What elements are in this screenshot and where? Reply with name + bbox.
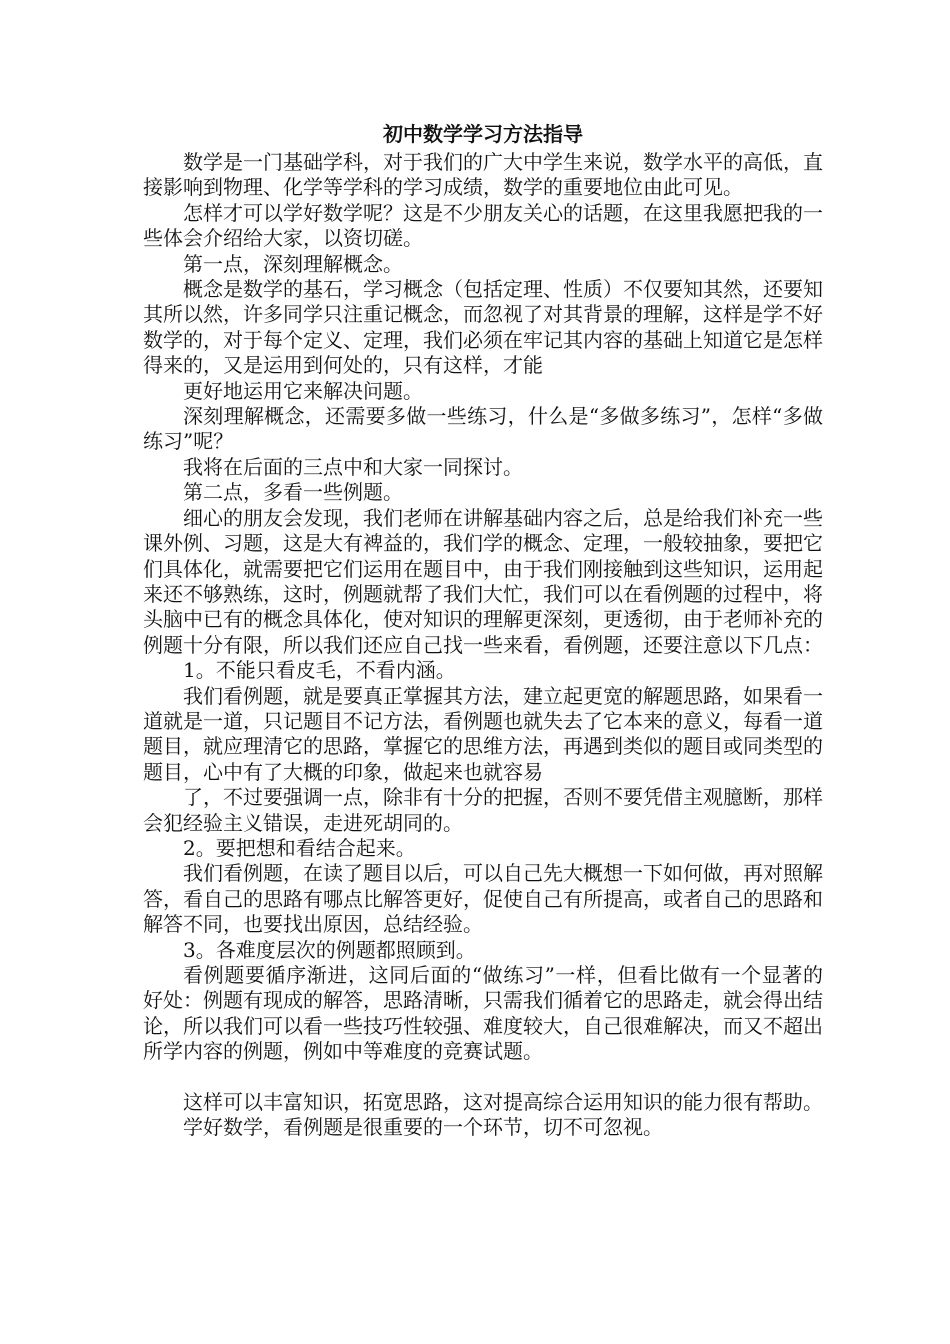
paragraph: 深刻理解概念，还需要多做一些练习，什么是“多做多练习”，怎样“多做练习”呢？ — [143, 404, 823, 454]
paragraph: 这样可以丰富知识，拓宽思路，这对提高综合运用知识的能力很有帮助。 — [183, 1089, 823, 1114]
document-title: 初中数学学习方法指导 — [383, 122, 583, 146]
paragraph: 1。不能只看皮毛，不看内涵。 — [183, 658, 456, 683]
paragraph: 看例题要循序渐进，这同后面的“做练习”一样，但看比做有一个显著的好处：例题有现成的解答，思路清晰，只需我们循着它的思路走，就会得出结论，所以我们可以看一些技巧性较强、难度较大，自己很难解决，而又不超出所学内容的例题，例如中等难度的竞赛试题。 — [143, 963, 823, 1064]
paragraph: 2。要把想和看结合起来。 — [183, 835, 416, 860]
paragraph: 怎样才可以学好数学呢？这是不少朋友关心的话题，在这里我愿把我的一些体会介绍给大家，以资切磋。 — [143, 200, 823, 251]
paragraph: 第一点，深刻理解概念。 — [183, 251, 403, 276]
paragraph: 我们看例题，在读了题目以后，可以自己先大概想一下如何做，再对照解答，看自己的思路有哪点比解答更好，促使自己有所提高，或者自己的思路和解答不同，也要找出原因，总结经验。 — [143, 861, 823, 937]
paragraph: 我们看例题，就是要真正掌握其方法，建立起更宽的解题思路，如果看一道就是一道，只记题目不记方法，看例题也就失去了它本来的意义，每看一道题目，就应理清它的思路，掌握它的思维方法，再遇到类似的题目或同类型的题目，心中有了大概的印象，做起来也就容易 — [143, 683, 823, 784]
paragraph: 3。各难度层次的例题都照顾到。 — [183, 937, 476, 962]
paragraph: 更好地运用它来解决问题。 — [183, 378, 423, 403]
paragraph: 了，不过要强调一点，除非有十分的把握，否则不要凭借主观臆断，那样会犯经验主义错误，走进死胡同的。 — [143, 785, 823, 835]
paragraph: 第二点，多看一些例题。 — [183, 480, 403, 505]
paragraph: 学好数学，看例题是很重要的一个环节，切不可忽视。 — [183, 1115, 663, 1140]
paragraph: 数学是一门基础学科，对于我们的广大中学生来说，数学水平的高低，直接影响到物理、化学等学科的学习成绩，数学的重要地位由此可见。 — [143, 150, 823, 200]
blank-line — [143, 1065, 823, 1090]
document-page — [143, 120, 823, 1140]
paragraph: 细心的朋友会发现，我们老师在讲解基础内容之后，总是给我们补充一些课外例、习题，这是大有裨益的，我们学的概念、定理，一般较抽象，要把它们具体化，就需要把它们运用在题目中，由于我们刚接触到这些知识，运用起来还不够熟练，这时，例题就帮了我们大忙，我们可以在看例题的过程中，将头脑中已有的概念具体化，使对知识的理解更深刻，更透彻，由于老师补充的例题十分有限，所以我们还应自己找一些来看，看例题，还要注意以下几点： — [143, 505, 823, 657]
paragraph: 我将在后面的三点中和大家一同探讨。 — [183, 454, 523, 479]
paragraph: 概念是数学的基石，学习概念（包括定理、性质）不仅要知其然，还要知其所以然，许多同学只注重记概念，而忽视了对其背景的理解，这样是学不好数学的，对于每个定义、定理，我们必须在牢记其内容的基础上知道它是怎样得来的，又是运用到何处的，只有这样，才能 — [143, 277, 823, 378]
